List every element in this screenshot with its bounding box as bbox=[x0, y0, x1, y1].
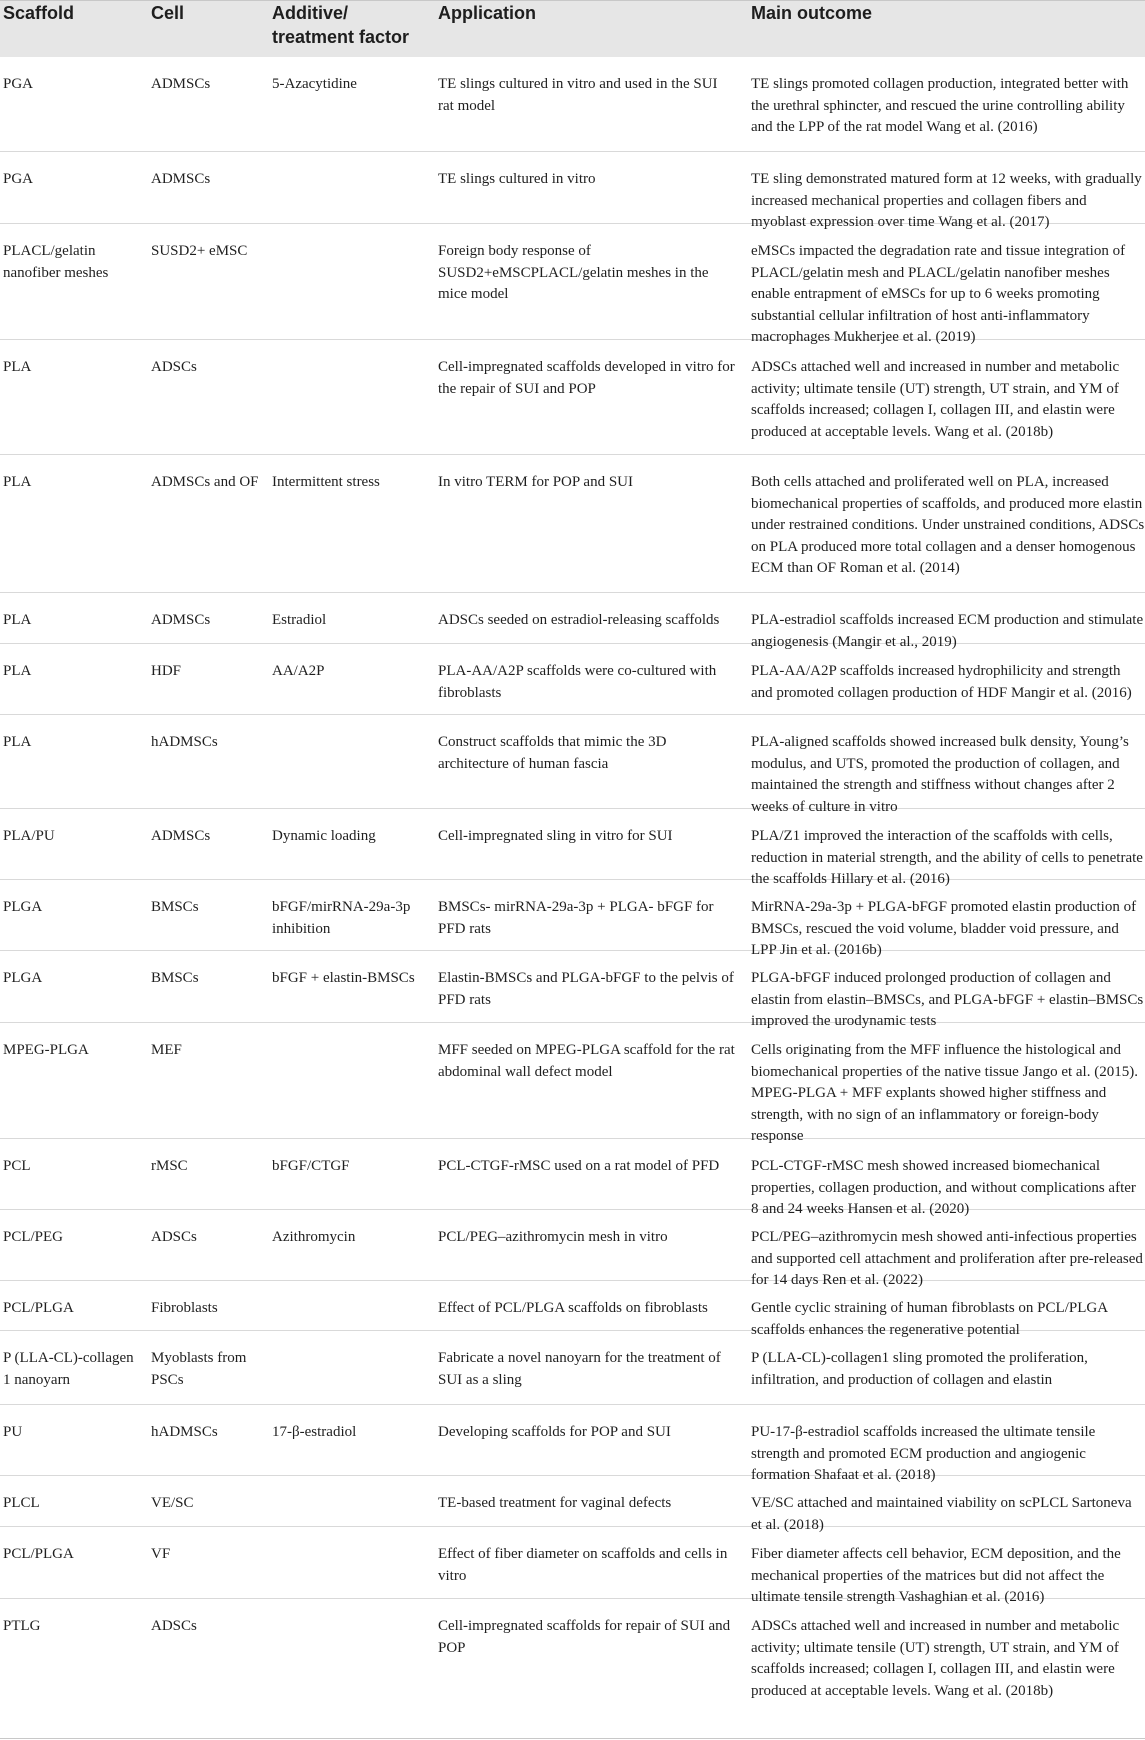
cell-scaffold: PLGA bbox=[3, 970, 43, 986]
cell-scaffold: PLA bbox=[3, 359, 32, 375]
cell-cell-type: MEF bbox=[151, 1042, 182, 1058]
cell-main-outcome: PLA-aligned scaffolds showed increased bulk density, Young’s modulus, and UTS, promoted the production of collagen, and maintained the strength and stiffness without changes after 2 weeks of culture in vitro bbox=[751, 734, 1129, 815]
cell-scaffold: MPEG-PLGA bbox=[3, 1042, 89, 1058]
table-row bbox=[0, 57, 1145, 152]
cell-scaffold: PCL/PLGA bbox=[3, 1546, 74, 1562]
table-row bbox=[0, 880, 1145, 958]
cell-application: PLA-AA/A2P scaffolds were co-cultured with fibroblasts bbox=[438, 663, 717, 701]
cell-main-outcome: PLA-estradiol scaffolds increased ECM production and stimulate angiogenesis (Mangir et al., 2019) bbox=[751, 612, 1144, 650]
cell-scaffold: PCL bbox=[3, 1158, 31, 1174]
cell-scaffold: PU bbox=[3, 1424, 23, 1440]
header-cell: Cell bbox=[151, 3, 185, 23]
cell-cell-type: ADMSCs bbox=[151, 76, 211, 92]
cell-cell-type: HDF bbox=[151, 663, 182, 679]
cell-application: Cell-impregnated sling in vitro for SUI bbox=[438, 828, 673, 844]
cell-scaffold: PGA bbox=[3, 76, 34, 92]
cell-main-outcome: Cells originating from the MFF influence the histological and biomechanical properties of the native tissue Jango et al. (2015). MPEG-PLGA + MFF explants showed higher stiffness and strength, with no sign of an inflammatory or foreign-body response bbox=[751, 1042, 1138, 1144]
cell-scaffold: PGA bbox=[3, 171, 34, 187]
header-additive-line2: treatment factor bbox=[272, 27, 410, 47]
table-row bbox=[0, 593, 1145, 650]
cell-main-outcome: PCL-CTGF-rMSC mesh showed increased biomechanical properties, collagen production, and without complications after 8 and 24 weeks Hansen et al. (2020) bbox=[751, 1158, 1136, 1217]
table-row bbox=[0, 1281, 1145, 1338]
cell-scaffold: PLCL bbox=[3, 1495, 40, 1511]
cell-cell-type: hADMSCs bbox=[151, 1424, 218, 1440]
cell-cell-type: ADSCs bbox=[151, 1618, 197, 1634]
cell-additive: bFGF/mirRNA-29a-3p inhibition bbox=[272, 899, 411, 937]
cell-cell-type: SUSD2+ eMSC bbox=[151, 243, 248, 259]
cell-application: In vitro TERM for POP and SUI bbox=[438, 474, 633, 490]
cell-application: PCL/PEG–azithromycin mesh in vitro bbox=[438, 1229, 668, 1245]
cell-application: Cell-impregnated scaffolds developed in vitro for the repair of SUI and POP bbox=[438, 359, 735, 397]
cell-additive: 17-β-estradiol bbox=[272, 1424, 357, 1440]
table-row bbox=[0, 1599, 1145, 1737]
cell-main-outcome: PLA/Z1 improved the interaction of the scaffolds with cells, reduction in material strength, and the ability of cells to penetrate the scaffolds Hillary et al. (2016) bbox=[751, 828, 1143, 887]
cell-cell-type: BMSCs bbox=[151, 970, 199, 986]
cell-main-outcome: TE slings promoted collagen production, integrated better with the urethral sphincter, and rescued the urine controlling ability and the LPP of the rat model Wang et al. (2016) bbox=[751, 76, 1129, 135]
cell-additive: 5-Azacytidine bbox=[272, 76, 357, 92]
cell-scaffold: PLA bbox=[3, 734, 32, 750]
cell-additive: Dynamic loading bbox=[272, 828, 376, 844]
cell-scaffold: PCL/PEG bbox=[3, 1229, 64, 1245]
cell-scaffold: PLGA bbox=[3, 899, 43, 915]
cell-cell-type: rMSC bbox=[151, 1158, 188, 1174]
cell-main-outcome: ADSCs attached well and increased in number and metabolic activity; ultimate tensile (UT) strength, UT strain, and YM of scaffolds increased; collagen I, collagen III, and elastin were produced at acceptable levels. Wang et al. (2018b) bbox=[751, 359, 1120, 440]
cell-scaffold: PLA bbox=[3, 474, 32, 490]
cell-main-outcome: Both cells attached and proliferated well on PLA, increased biomechanical properties of scaffolds, and produced more elastin under restrained conditions. Under unstrained conditions, ADSCs on PLA produced more total collagen and a denser homogenous ECM than OF Roman et al. (2014) bbox=[751, 474, 1145, 576]
cell-additive: Azithromycin bbox=[272, 1229, 356, 1245]
cell-cell-type: VE/SC bbox=[151, 1495, 194, 1511]
table-row bbox=[0, 1023, 1145, 1144]
table-row bbox=[0, 715, 1145, 815]
cell-application: BMSCs- mirRNA-29a-3p + PLGA- bFGF for PFD rats bbox=[438, 899, 714, 937]
cell-main-outcome: Fiber diameter affects cell behavior, ECM deposition, and the mechanical properties of the matrices but did not affect the ultimate tensile strength Vashaghian et al. (2016) bbox=[751, 1546, 1121, 1605]
cell-additive: AA/A2P bbox=[272, 663, 325, 679]
cell-cell-type: ADMSCs bbox=[151, 828, 211, 844]
cell-cell-type: BMSCs bbox=[151, 899, 199, 915]
cell-application: Construct scaffolds that mimic the 3D architecture of human fascia bbox=[438, 734, 667, 772]
cell-cell-type: ADMSCs bbox=[151, 612, 211, 628]
cell-main-outcome: eMSCs impacted the degradation rate and tissue integration of PLACL/gelatin mesh and PLACL/gelatin nanofiber meshes enable entrapment of eMSCs for up to 6 weeks promoting substantial cellular infiltration of host anti-inflammatory macrophages Mukherjee et al. (2019) bbox=[751, 243, 1126, 345]
cell-cell-type: Fibroblasts bbox=[151, 1300, 218, 1316]
header-additive bbox=[272, 1, 409, 49]
cell-application: Effect of fiber diameter on scaffolds and cells in vitro bbox=[438, 1546, 728, 1584]
header-additive-line1: Additive/ bbox=[272, 3, 349, 23]
cell-application: MFF seeded on MPEG-PLGA scaffold for the rat abdominal wall defect model bbox=[438, 1042, 735, 1080]
table-row bbox=[0, 1331, 1145, 1405]
table-row bbox=[0, 1405, 1145, 1483]
cell-application: Fabricate a novel nanoyarn for the treatment of SUI as a sling bbox=[438, 1350, 721, 1388]
cell-cell-type: ADSCs bbox=[151, 1229, 197, 1245]
cell-additive: bFGF + elastin-BMSCs bbox=[272, 970, 415, 986]
cell-application: PCL-CTGF-rMSC used on a rat model of PFD bbox=[438, 1158, 720, 1174]
cell-main-outcome: PCL/PEG–azithromycin mesh showed anti-infectious properties and supported cell attachment and proliferation after pre-released for 14 days Ren et al. (2022) bbox=[751, 1229, 1143, 1288]
cell-application: TE-based treatment for vaginal defects bbox=[438, 1495, 672, 1511]
cell-application: Cell-impregnated scaffolds for repair of SUI and POP bbox=[438, 1618, 731, 1656]
table-row bbox=[0, 1476, 1145, 1533]
cell-cell-type: ADMSCs and OF bbox=[151, 474, 259, 490]
table-row bbox=[0, 224, 1145, 345]
table-row bbox=[0, 152, 1145, 230]
header-scaffold: Scaffold bbox=[3, 3, 75, 23]
cell-application: ADSCs seeded on estradiol-releasing scaffolds bbox=[438, 612, 720, 628]
cell-scaffold: P (LLA-CL)-collagen 1 nanoyarn bbox=[3, 1350, 134, 1388]
cell-main-outcome: PLA-AA/A2P scaffolds increased hydrophilicity and strength and promoted collagen production of HDF Mangir et al. (2016) bbox=[751, 663, 1132, 701]
cell-scaffold: PTLG bbox=[3, 1618, 41, 1634]
cell-cell-type: Myoblasts from PSCs bbox=[151, 1350, 247, 1388]
table-row bbox=[0, 1139, 1145, 1217]
table-row bbox=[0, 951, 1145, 1029]
header-main-outcome: Main outcome bbox=[751, 3, 873, 23]
cell-main-outcome: PU-17-β-estradiol scaffolds increased the ultimate tensile strength and promoted ECM production and angiogenic formation Shafaat et al. (2018) bbox=[751, 1424, 1096, 1483]
cell-scaffold: PLA bbox=[3, 612, 32, 628]
cell-scaffold: PCL/PLGA bbox=[3, 1300, 74, 1316]
table-row bbox=[0, 809, 1145, 887]
cell-main-outcome: PLGA-bFGF induced prolonged production of collagen and elastin from elastin–BMSCs, and PLGA-bFGF + elastin–BMSCs improved the urodynamic tests bbox=[751, 970, 1144, 1029]
cell-main-outcome: Gentle cyclic straining of human fibroblasts on PCL/PLGA scaffolds enhances the regenerative potential bbox=[751, 1300, 1108, 1338]
cell-additive: Estradiol bbox=[272, 612, 327, 628]
table-bottom-rule bbox=[0, 1738, 1145, 1739]
cell-application: Developing scaffolds for POP and SUI bbox=[438, 1424, 671, 1440]
cell-additive: Intermittent stress bbox=[272, 474, 380, 490]
cell-main-outcome: TE sling demonstrated matured form at 12 weeks, with gradually increased mechanical properties and collagen fibers and myoblast expression over time Wang et al. (2017) bbox=[751, 171, 1142, 230]
cell-additive: bFGF/CTGF bbox=[272, 1158, 350, 1174]
header-application: Application bbox=[438, 3, 536, 23]
table-row bbox=[0, 1210, 1145, 1288]
cell-cell-type: ADMSCs bbox=[151, 171, 211, 187]
cell-cell-type: hADMSCs bbox=[151, 734, 218, 750]
table-row bbox=[0, 1527, 1145, 1605]
cell-main-outcome: ADSCs attached well and increased in number and metabolic activity; ultimate tensile (UT) strength, UT strain, and YM of scaffolds increased; collagen I, collagen III, and elastin were produced at acceptable levels. Wang et al. (2018b) bbox=[751, 1618, 1120, 1699]
cell-application: Elastin-BMSCs and PLGA-bFGF to the pelvis of PFD rats bbox=[438, 970, 734, 1008]
cell-application: TE slings cultured in vitro and used in the SUI rat model bbox=[438, 76, 718, 114]
cell-scaffold: PLA/PU bbox=[3, 828, 55, 844]
cell-scaffold: PLA bbox=[3, 663, 32, 679]
cell-application: TE slings cultured in vitro bbox=[438, 171, 596, 187]
cell-main-outcome: VE/SC attached and maintained viability on scPLCL Sartoneva et al. (2018) bbox=[751, 1495, 1132, 1533]
cell-cell-type: VF bbox=[151, 1546, 171, 1562]
table-row bbox=[0, 340, 1145, 455]
table-header-row bbox=[0, 1, 1145, 57]
table-row bbox=[0, 455, 1145, 593]
cell-main-outcome: P (LLA-CL)-collagen1 sling promoted the proliferation, infiltration, and production of collagen and elastin bbox=[751, 1350, 1088, 1388]
cell-main-outcome: MirRNA-29a-3p + PLGA-bFGF promoted elastin production of BMSCs, rescued the void volume, bladder void pressure, and LPP Jin et al. (2016b) bbox=[751, 899, 1137, 958]
cell-cell-type: ADSCs bbox=[151, 359, 197, 375]
cell-application: Effect of PCL/PLGA scaffolds on fibroblasts bbox=[438, 1300, 708, 1316]
cell-scaffold: PLACL/gelatin nanofiber meshes bbox=[3, 243, 109, 281]
cell-application: Foreign body response of SUSD2+eMSCPLACL/gelatin meshes in the mice model bbox=[438, 243, 709, 302]
table-row bbox=[0, 644, 1145, 715]
